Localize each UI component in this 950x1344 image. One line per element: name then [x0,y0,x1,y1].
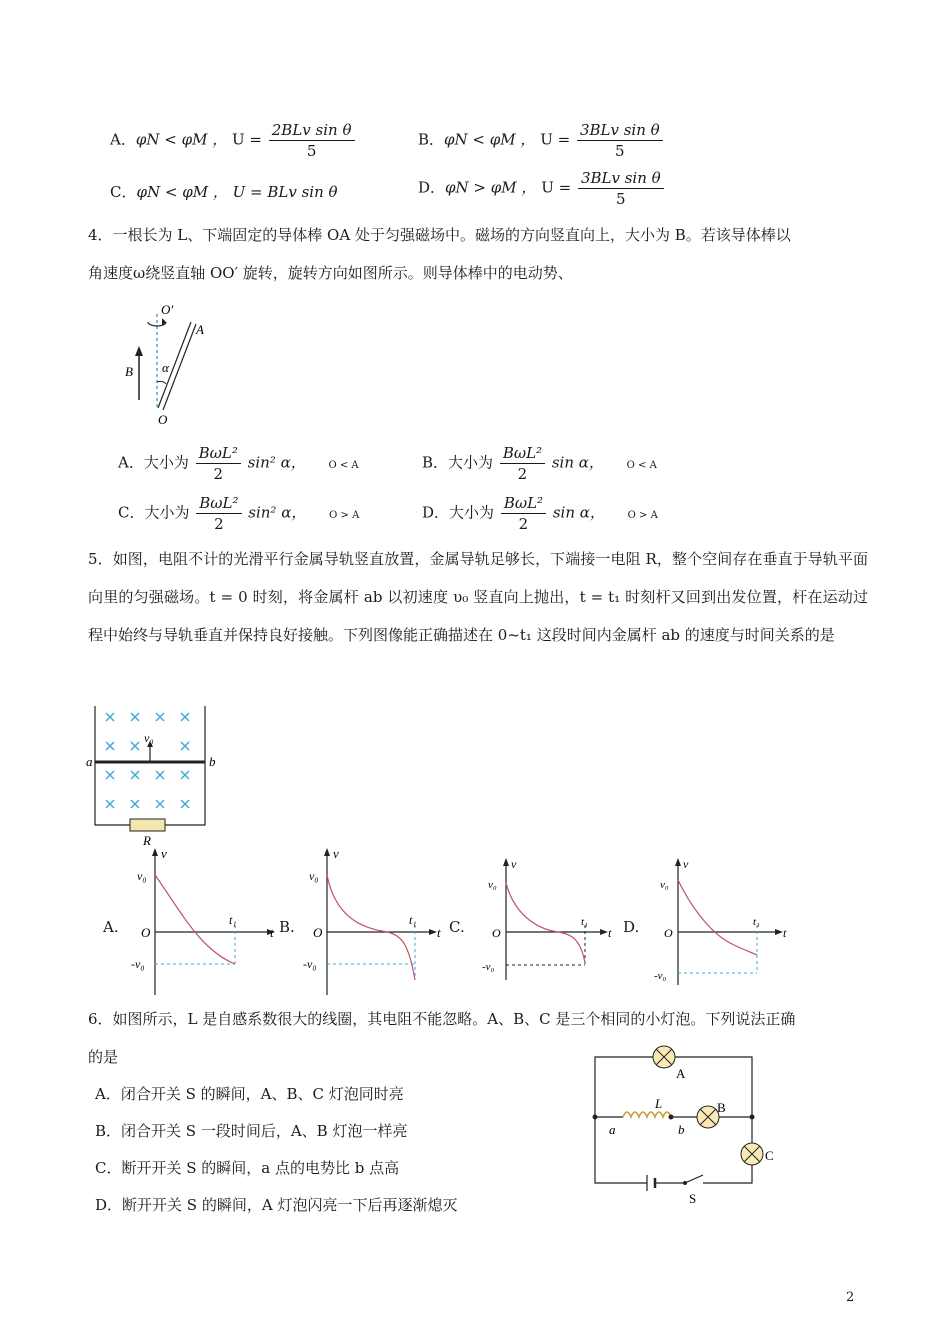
q3-option-c: C．φN < φM ， U = BLv sin θ [110,183,338,201]
q6-option-b: B．闭合开关 S 一段时间后，A、B 灯泡一样亮 [95,1122,408,1140]
svg-text:v₀: v₀ [660,879,669,891]
label-a: a [86,754,93,769]
svg-text:v₀: v₀ [309,869,319,883]
q4-figure [110,300,220,430]
q4-option-d: D．大小为 $\frac{\text{BωL²}}{2}$ sin α， O > A [422,494,658,533]
q6-option-d: D．断开开关 S 的瞬间，A 灯泡闪亮一下后再逐渐熄灭 [95,1196,458,1214]
graph-c [478,855,623,985]
resistor-r [130,819,165,831]
graph-b-label: B. [279,918,295,936]
svg-text:-v₀: -v₀ [482,961,495,973]
q5-stem: 5．如图，电阻不计的光滑平行金属导轨竖直放置，金属导轨足够长，下端接一电阻 R，整个空间存在垂直于导轨平面向里的匀强磁场。t = 0 时刻，将金属杆 ab 以初速度 υ₀ 竖直向上抛出，t = t₁ 时刻杆又回到出发位置，杆在运动过程中始终与导轨垂直并保持良好接触。下列图像能正确描述在 0~t₁ 这段时间内金属杆 ab 的速度与时间关系的是 [88,550,868,644]
svg-text:O: O [492,926,501,940]
svg-text:O: O [313,925,323,940]
svg-text:t: t [270,925,274,940]
svg-text:v₀: v₀ [488,879,497,891]
page-number: 2 [846,1290,855,1305]
svg-text:t₁: t₁ [581,916,588,928]
inductor-l [623,1112,671,1117]
curve-d [678,880,757,955]
q6-circuit [585,1040,785,1210]
label-o: O [158,412,168,427]
svg-text:a: a [609,1122,616,1137]
q4-stem-line1: 4．一根长为 L、下端固定的导体棒 OA 处于匀强磁场中。磁场的方向竖直向上，大小为 B。若该导体棒以 [88,226,791,244]
q4-stem-line2: 角速度ω绕竖直轴 OO′ 旋转，旋转方向如图所示。则导体棒中的电动势、 [88,264,573,282]
graph-a [125,845,290,1005]
q3-option-a: A．φN < φM ， U = $\frac{\text{2BLv sin θ}}{5}$ [110,120,357,161]
svg-text:t: t [783,926,787,940]
svg-text:t: t [437,925,441,940]
svg-text:v: v [333,846,339,861]
q4-option-c: C．大小为 $\frac{\text{BωL²}}{2}$ sin² α， O > A [118,494,360,533]
q6-options [95,1076,457,1224]
q4-option-b: B．大小为 $\frac{\text{BωL²}}{2}$ sin α， O < A [422,444,657,483]
q6-option-a: A．闭合开关 S 的瞬间，A、B、C 灯泡同时亮 [95,1085,404,1103]
label-v0: v₀ [144,731,154,745]
battery [647,1175,655,1191]
graph-d [650,855,800,990]
graph-d-label: D. [623,918,640,936]
svg-text:-v₀: -v₀ [131,957,145,971]
lamp-c [741,1143,763,1165]
svg-text:-v₀: -v₀ [654,970,667,982]
q4-stem [88,216,868,292]
label-b: b [209,754,216,769]
q4-option-a: A．大小为 $\frac{\text{BωL²}}{2}$ sin² α， O < A [118,444,359,483]
q6-stem-line2: 的是 [88,1048,119,1066]
label-o-prime: O′ [161,302,174,317]
svg-text:O: O [664,926,673,940]
svg-text:C: C [765,1148,774,1163]
label-a: A [196,322,204,337]
graph-c-label: C. [449,918,465,936]
svg-text:v: v [511,857,517,871]
q6-stem-line1: 6．如图所示，L 是自感系数很大的线圈，其电阻不能忽略。A、B、C 是三个相同的小灯泡。下列说法正确 [88,1010,796,1028]
svg-text:L: L [655,1096,663,1111]
svg-text:S: S [689,1191,697,1206]
svg-text:v: v [683,857,689,871]
q3-option-d: D．φN > φM ， U = $\frac{\text{3BLv sin θ}}{5}$ [418,168,666,209]
svg-text:O: O [141,925,151,940]
q3-option-b: B．φN < φM ， U = $\frac{\text{3BLv sin θ}}{5}$ [418,120,665,161]
svg-text:A: A [676,1066,686,1081]
label-alpha: α [162,360,169,375]
q6-option-c: C．断开开关 S 的瞬间，a 点的电势比 b 点高 [95,1159,400,1177]
lamp-a [653,1046,675,1068]
q5-rail-figure [80,700,220,850]
svg-text:v: v [161,846,167,861]
svg-text:-v₀: -v₀ [303,957,317,971]
svg-text:v₀: v₀ [137,869,147,883]
curve-c [506,883,585,963]
svg-text:b: b [678,1122,685,1137]
graph-a-label: A. [103,918,119,936]
switch-s [683,1175,703,1185]
curve-a [155,875,235,964]
svg-text:t₁: t₁ [753,916,760,928]
graph-b [297,845,457,1005]
label-r: R [143,833,151,848]
svg-text:t₁: t₁ [229,913,237,927]
svg-text:B: B [717,1100,726,1115]
svg-text:t: t [608,926,612,940]
label-b-field: B [125,364,133,379]
lamp-b [697,1106,719,1128]
svg-text:t₁: t₁ [409,913,417,927]
